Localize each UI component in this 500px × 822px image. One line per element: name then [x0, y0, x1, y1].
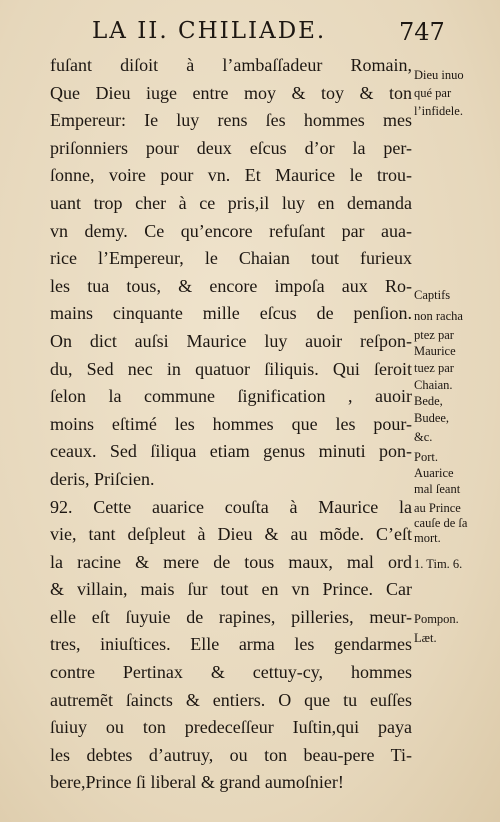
text-line: les tua tous, & encore impoſa aux Ro-	[50, 275, 412, 296]
text-line: moins eſtimé les hommes que les pour-	[50, 413, 412, 434]
margin-note: Chaian.	[414, 378, 453, 392]
margin-note: Maurice	[414, 344, 456, 358]
text-line: contre Pertinax & cettuy-cy, hommes	[50, 662, 412, 683]
margin-note: Port.	[414, 450, 438, 464]
margin-note: Captifs	[414, 288, 451, 302]
text-line: Que Dieu iuge entre moy & toy & ton	[50, 82, 412, 103]
margin-note: mal ſeant	[414, 482, 461, 496]
text-line: Empereur: Ie luy rens ſes hommes mes	[50, 110, 412, 131]
page-header	[0, 18, 500, 52]
margin-note: l’infidele.	[414, 104, 463, 118]
margin-note: Læt.	[414, 631, 437, 645]
text-line: fuſant diſoit à l’ambaſſadeur Romain,	[50, 55, 412, 75]
margin-note: 1. Tim. 6.	[414, 557, 463, 571]
text-line: du, Sed nec in quatuor ſiliquis. Qui ſeroit	[50, 358, 412, 379]
margin-note: ptez par	[414, 328, 454, 342]
margin-note: Budee,	[414, 411, 450, 425]
margin-note: mort.	[414, 531, 441, 545]
text-line: mains cinquante mille eſcus de penſion.	[50, 303, 412, 324]
margin-note: Auarice	[414, 466, 454, 480]
margin-note: au Prince	[414, 501, 461, 515]
text-line: vn demy. Ce qu’encore refuſant par aua-	[50, 220, 412, 241]
text-line: deris, Priſcien.	[50, 468, 155, 489]
margin-note: cauſe de ſa	[414, 516, 468, 530]
margin-note: qué par	[414, 86, 452, 100]
margin-note: tuez par	[414, 361, 454, 375]
margin-note: non racha	[414, 309, 463, 323]
text-line: bere,Prince ſi liberal & grand aumoſnier!	[50, 772, 344, 793]
text-line: rice l’Empereur, le Chaian tout furieux	[50, 248, 412, 269]
text-line: les debtes d’autruy, ou ton beau-pere Ti-	[50, 744, 412, 765]
text-line: uant trop cher à ce pris,il luy en demanda	[50, 192, 412, 213]
page-number: 747	[399, 18, 445, 46]
running-title: LA II. CHILIADE.	[92, 18, 327, 44]
text-line: tres, iniuſtices. Elle arma les gendarmes	[50, 634, 412, 655]
margin-note: Pompon.	[414, 612, 459, 626]
text-line: la racine & mere de tous maux, mal ord	[50, 551, 412, 572]
text-line: 92. Cette auarice couſta à Maurice la	[50, 496, 412, 517]
text-line: ſelon la commune ſignification , auoir	[50, 386, 412, 407]
text-line: priſonniers pour deux eſcus d’or la per-	[50, 137, 412, 158]
text-line: On dict auſsi Maurice luy auoir reſpon-	[50, 330, 412, 351]
text-line: elle eſt ſuyuie de rapines, pilleries, meur-	[50, 606, 412, 627]
margin-note: &c.	[414, 430, 433, 444]
text-line: vie, tant deſpleut à Dieu & au mõde. C’eſt	[50, 524, 412, 545]
text-line: autremẽt ſaincts & entiers. O que tu euſſes	[50, 689, 412, 710]
body-text	[50, 52, 412, 797]
text-line: ſuiuy ou ton predeceſſeur Iuſtin,qui paya	[50, 717, 412, 738]
text-line: ſonne, voire pour vn. Et Maurice le trou-	[50, 165, 412, 186]
margin-note: Bede,	[414, 394, 443, 408]
text-line: ceaux. Sed ſiliqua etiam genus minuti pon-	[50, 441, 412, 462]
text-line: & villain, mais ſur tout en vn Prince. Car	[50, 579, 412, 600]
margin-note: Dieu inuo	[414, 68, 464, 82]
